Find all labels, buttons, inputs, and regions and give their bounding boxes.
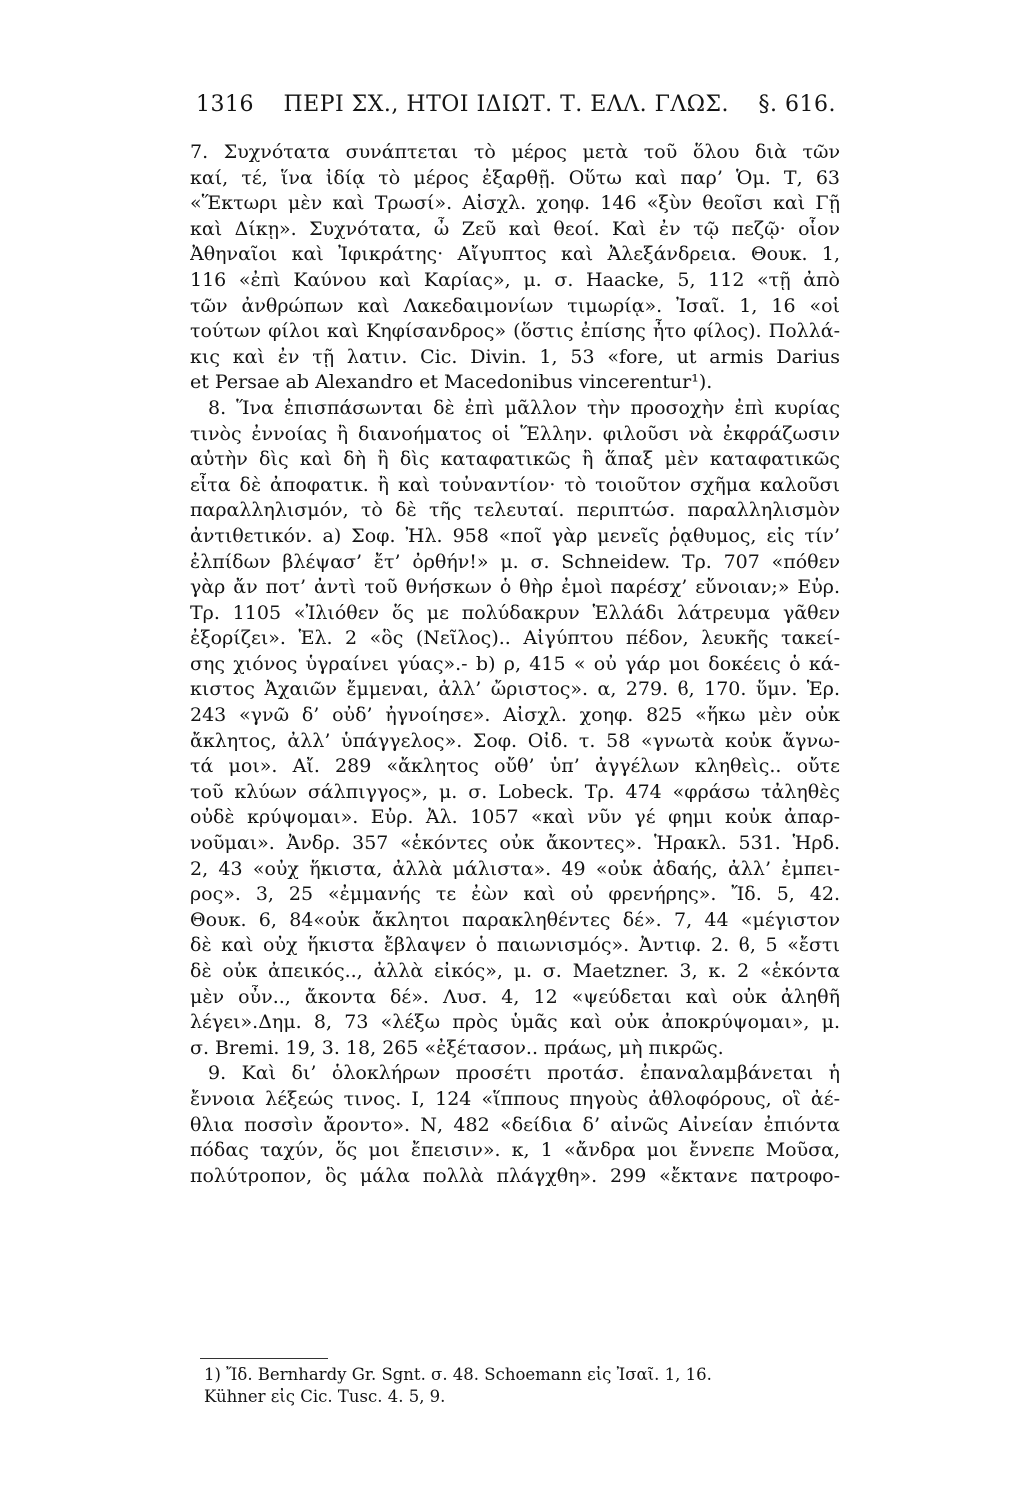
section-number: §. 616. <box>758 92 836 117</box>
running-head <box>196 92 836 117</box>
text-line: αὐτὴν δὶς καὶ δὴ ἢ δὶς καταφατικῶς ἢ ἅπαξ μὲν καταφατικῶς <box>190 448 840 471</box>
text-line: γὰρ ἄν ποτ’ ἀντὶ τοῦ θνήσκων ὁ θὴρ ἐμοὶ παρέσχ’ εὔνοιαν;» Εὐρ. <box>190 576 840 599</box>
page-number: 1316 <box>196 92 254 117</box>
text-line: σης χιόνος ὑγραίνει γύας».- b) ρ, 415 « οὐ γάρ μοι δοκέεις ὁ κά- <box>190 652 840 675</box>
text-line: Θουκ. 6, 84«οὐκ ἄκλητοι παρακληθέντες δέ». 7, 44 «μέγιστον <box>190 908 840 931</box>
text-line: πόδας ταχύν, ὅς μοι ἔπεισιν». κ, 1 «ἄνδρα μοι ἔννεπε Μοῦσα, <box>190 1139 840 1162</box>
text-line: Ἀθηναῖοι καὶ Ἰφικράτης· Αἴγυπτος καὶ Ἀλεξάνδρεια. Θουκ. 1, <box>190 243 840 266</box>
text-line: δὲ οὐκ ἀπεικός.., ἀλλὰ εἰκός», μ. σ. Maetzner. 3, κ. 2 «ἑκόντα <box>190 960 840 982</box>
text-line: τοῦ κλύων σάλπιγγος», μ. σ. Lobeck. Τρ. 474 «φράσω τἀληθὲς <box>190 780 840 803</box>
text-line: καί, τέ, ἵνα ἰδίᾳ τὸ μέρος ἐξαρθῇ. Οὕτω καὶ παρ’ Ὁμ. Τ, 63 <box>190 166 840 189</box>
text-line: θλια ποσσὶν ἄροντο». Ν, 482 «δείδια δ’ αἰνῶς Αἰνείαν ἐπιόντα <box>190 1113 840 1136</box>
text-line: Τρ. 1105 «Ἰλιόθεν ὅς με πολύδακρυν Ἑλλάδι λάτρευμα γᾶθεν <box>190 601 840 624</box>
text-line: ρος». 3, 25 «ἐμμανής τε ἐὼν καὶ οὐ φρενήρης». Ἴδ. 5, 42. <box>190 883 840 906</box>
text-line: 116 «ἐπὶ Καύνου καὶ Καρίας», μ. σ. Haacke, 5, 112 «τῇ ἀπὸ <box>190 268 840 291</box>
text-line: λέγει».Δημ. 8, 73 «λέξω πρὸς ὑμᾶς καὶ οὐκ ἀποκρύψομαι», μ. <box>190 1011 840 1034</box>
text-line: πολύτροπον, ὃς μάλα πολλὰ πλάγχθη». 299 «ἔκτανε πατροφο- <box>190 1164 840 1187</box>
footnote-line: 1) Ἴδ. Bernhardy Gr. Sgnt. σ. 48. Schoemann εἰς Ἰσαῖ. 1, 16. <box>204 1365 712 1384</box>
text-line: 243 «γνῶ δ’ οὐδ’ ἠγνοίησε». Αἰσχλ. χοηφ. 825 «ἥκω μὲν οὐκ <box>190 704 840 727</box>
text-line: παραλληλισμόν, τὸ δὲ τῆς τελευταί. περιπτώσ. παραλληλισμὸν <box>190 499 840 522</box>
text-line: νοῦμαι». Ἀνδρ. 357 «ἑκόντες οὐκ ἄκοντες». Ἡρακλ. 531. Ἡρδ. <box>190 832 840 855</box>
text-line: δὲ καὶ οὐχ ἥκιστα ἔβλαψεν ὁ παιωνισμός». Ἀντιφ. 2. ϐ, 5 «ἔστι <box>190 934 840 957</box>
footnote-line: Kühner εἰς Cic. Tusc. 4. 5, 9. <box>204 1387 446 1406</box>
text-line: κιστος Ἀχαιῶν ἔμμεναι, ἀλλ’ ὤριστος». α, 279. ϐ, 170. ὕμν. Ἑρ. <box>190 678 840 701</box>
text-line: τῶν ἀνθρώπων καὶ Λακεδαιμονίων τιμωρίᾳ». Ἰσαῖ. 1, 16 «οἱ <box>190 294 840 317</box>
text-line: τινὸς ἐννοίας ἢ διανοήματος οἱ Ἕλλην. φιλοῦσι νὰ ἐκφράζωσιν <box>190 422 840 445</box>
text-line: εἶτα δὲ ἀποφατικ. ἢ καὶ τοὐναντίον· τὸ τοιοῦτον σχῆμα καλοῦσι <box>190 473 840 496</box>
text-line: 9. Καὶ δι’ ὁλοκλήρων προσέτι προτάσ. ἐπαναλαμβάνεται ἡ <box>208 1062 840 1085</box>
text-line: 2, 43 «οὐχ ἥκιστα, ἀλλὰ μάλιστα». 49 «οὐκ ἀδαής, ἀλλ’ ἐμπει- <box>190 857 840 880</box>
text-line: ἐλπίδων βλέψασ’ ἔτ’ ὀρθήν!» μ. σ. Schneidew. Τρ. 707 «πόθεν <box>190 550 840 573</box>
text-line: 7. Συχνότατα συνάπτεται τὸ μέρος μετὰ τοῦ ὅλου διὰ τῶν <box>190 141 840 163</box>
text-line: ἄκλητος, ἀλλ’ ὑπάγγελος». Σοφ. Οἰδ. τ. 58 «γνωτὰ κοὐκ ἄγνω- <box>190 729 840 752</box>
running-title: ΠΕΡΙ ΣΧ., ΗΤΟΙ ΙΔΙΩΤ. Τ. ΕΛΛ. ΓΛΩΣ. <box>283 92 730 117</box>
text-line: «Ἕκτωρι μὲν καὶ Τρωσί». Αἰσχλ. χοηφ. 146 «ξὺν θεοῖσι καὶ Γῇ <box>190 192 840 215</box>
text-line: ἀντιθετικόν. a) Σοφ. Ἠλ. 958 «ποῖ γὰρ μενεῖς ῥᾳθυμος, εἰς τίν’ <box>190 524 840 547</box>
footnote-rule <box>200 1358 328 1359</box>
text-line: κις καὶ ἐν τῇ λατιν. Cic. Divin. 1, 53 «fore, ut armis Darius <box>190 345 840 368</box>
text-line: τούτων φίλοι καὶ Κηφίσανδρος» (ὅστις ἐπίσης ἦτο φίλος). Πολλά- <box>190 320 840 343</box>
text-line: et Persae ab Alexandro et Macedonibus vincerentur¹). <box>190 371 713 394</box>
text-line: καὶ Δίκῃ». Συχνότατα, ὦ Ζεῦ καὶ θεοί. Καὶ ἐν τῷ πεζῷ· οἷον <box>190 217 840 240</box>
text-line: σ. Bremi. 19, 3. 18, 265 «ἐξέτασον.. πράως, μὴ πικρῶς. <box>190 1036 724 1059</box>
main-text <box>190 140 840 1189</box>
text-line: 8. Ἵνα ἐπισπάσωνται δὲ ἐπὶ μᾶλλον τὴν προσοχὴν ἐπὶ κυρίας <box>208 396 840 419</box>
footnotes <box>204 1364 824 1408</box>
text-line: μὲν οὖν.., ἄκοντα δέ». Λυσ. 4, 12 «ψεύδεται καὶ οὐκ ἀληθῆ <box>190 985 840 1008</box>
text-line: ἐξορίζει». Ἑλ. 2 «ὃς (Νεῖλος).. Αἰγύπτου πέδον, λευκῆς τακεί- <box>190 627 840 650</box>
text-line: ἔννοια λέξεώς τινος. Ι, 124 «ἵππους πηγοὺς ἀθλοφόρους, οἳ ἀέ- <box>190 1087 840 1110</box>
text-line: τά μοι». Αἴ. 289 «ἄκλητος οὔθ’ ὑπ’ ἀγγέλων κληθεὶς.. οὔτε <box>190 755 840 778</box>
text-line: οὐδὲ κρύψομαι». Εὐρ. Ἀλ. 1057 «καὶ νῦν γέ φημι κοὐκ ἀπαρ- <box>190 806 840 829</box>
